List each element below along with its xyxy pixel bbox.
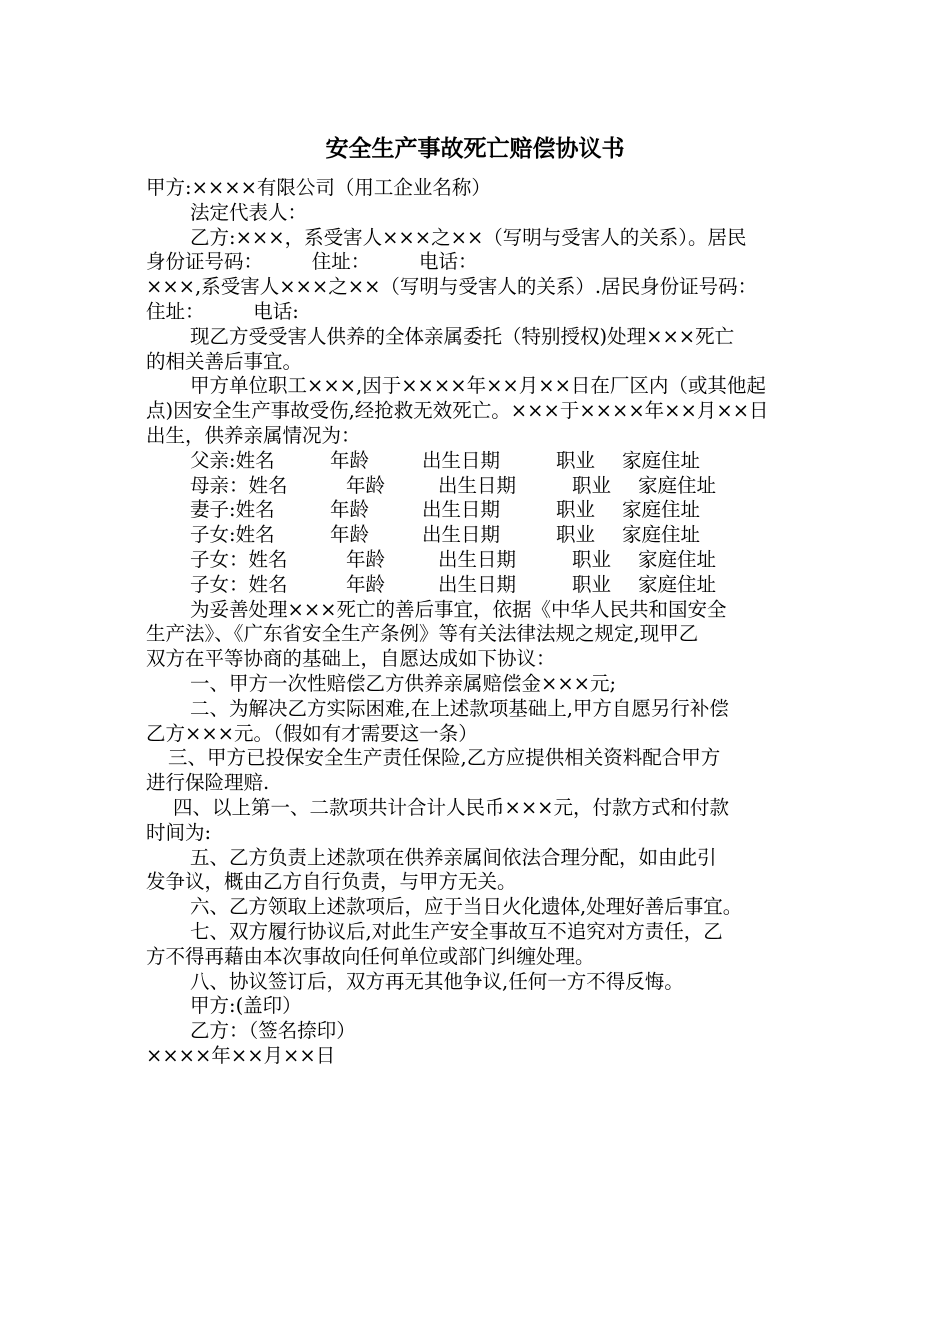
party-b-line: 住址： 电话:	[146, 299, 299, 323]
relative-address: 家庭住址	[638, 473, 717, 497]
relative-relation: 子女:姓名	[190, 523, 275, 547]
relative-relation: 子女：姓名	[190, 547, 288, 571]
signature-party-b: 乙方：（签名捺印）	[190, 1019, 356, 1043]
signature-party-a: 甲方:(盖印）	[190, 994, 302, 1018]
relative-relation: 母亲：姓名	[190, 473, 288, 497]
relative-row	[146, 548, 816, 573]
relative-row	[146, 573, 816, 598]
article-4: 时间为:	[146, 820, 212, 844]
relative-job: 职业	[556, 523, 596, 547]
party-b-line: 身份证号码： 住址： 电话：	[146, 250, 478, 274]
relative-relation: 子女：姓名	[190, 572, 288, 596]
article-2: 乙方×××元。（假如有才需要这一条）	[146, 721, 478, 745]
relative-age: 年龄	[330, 448, 370, 472]
relative-birth: 出生日期	[438, 547, 517, 571]
article-2: 二、为解决乙方实际困难,在上述款项基础上,甲方自愿另行补偿	[190, 696, 729, 720]
document-body	[146, 176, 816, 1069]
relative-job: 职业	[572, 473, 612, 497]
incident-line: 出生，供养亲属情况为：	[146, 423, 361, 447]
article-4: 四、以上第一、二款项共计合计人民币×××元，付款方式和付款	[173, 795, 730, 819]
relative-birth: 出生日期	[422, 448, 501, 472]
article-7: 七、双方履行协议后,对此生产安全事故互不追究对方责任，乙	[190, 919, 723, 943]
article-3: 三、甲方已投保安全生产责任保险,乙方应提供相关资料配合甲方	[168, 746, 721, 770]
relative-job: 职业	[556, 448, 596, 472]
relative-address: 家庭住址	[638, 547, 717, 571]
relative-age: 年龄	[346, 547, 386, 571]
relative-relation: 妻子:姓名	[190, 498, 275, 522]
article-7: 方不得再藉由本次事故向任何单位或部门纠缠处理。	[146, 944, 595, 968]
relative-row	[146, 498, 816, 523]
article-1: 一、甲方一次性赔偿乙方供养亲属赔偿金×××元;	[190, 671, 617, 695]
relative-age: 年龄	[330, 523, 370, 547]
article-3: 进行保险理赔.	[146, 771, 270, 795]
basis-line: 双方在平等协商的基础上，自愿达成如下协议：	[146, 647, 556, 671]
relative-age: 年龄	[346, 572, 386, 596]
relative-job: 职业	[572, 547, 612, 571]
relative-age: 年龄	[330, 498, 370, 522]
party-a-line: 甲方:××××有限公司（用工企业名称）	[146, 176, 491, 199]
relative-address: 家庭住址	[638, 572, 717, 596]
entrust-line: 的相关善后事宜。	[146, 349, 303, 373]
relative-birth: 出生日期	[422, 498, 501, 522]
party-b-line: 乙方:×××，系受害人×××之××（写明与受害人的关系）。居民	[190, 225, 747, 249]
relative-relation: 父亲:姓名	[190, 448, 275, 472]
article-6: 六、乙方领取上述款项后，应于当日火化遗体,处理好善后事宜。	[190, 895, 743, 919]
article-5: 发争议，概由乙方自行负责，与甲方无关。	[146, 870, 517, 894]
incident-line: 点)因安全生产事故受伤,经抢救无效死亡。×××于××××年××月××日	[146, 399, 769, 423]
relative-birth: 出生日期	[422, 523, 501, 547]
party-b-line: ×××,系受害人×××之××（写明与受害人的关系）.居民身份证号码：	[146, 275, 758, 299]
relative-address: 家庭住址	[622, 498, 701, 522]
relative-address: 家庭住址	[622, 448, 701, 472]
relative-row	[146, 523, 816, 548]
legal-rep-line: 法定代表人：	[190, 200, 308, 224]
incident-line: 甲方单位职工×××,因于××××年××月××日在厂区内（或其他起	[190, 374, 766, 398]
relative-row	[146, 474, 816, 499]
relative-birth: 出生日期	[438, 572, 517, 596]
article-8: 八、协议签订后，双方再无其他争议,任何一方不得反悔。	[190, 969, 684, 993]
relative-birth: 出生日期	[438, 473, 517, 497]
relative-row	[146, 449, 816, 474]
basis-line: 为妥善处理×××死亡的善后事宜，依据《中华人民共和国安全	[190, 597, 727, 621]
relative-address: 家庭住址	[622, 523, 701, 547]
relative-job: 职业	[556, 498, 596, 522]
entrust-line: 现乙方受受害人供养的全体亲属委托（特别授权)处理×××死亡	[190, 324, 735, 348]
basis-line: 生产法》、《广东省安全生产条例》等有关法律法规之规定,现甲乙	[146, 622, 699, 646]
relative-job: 职业	[572, 572, 612, 596]
document-title: 安全生产事故死亡赔偿协议书	[325, 135, 625, 162]
relative-age: 年龄	[346, 473, 386, 497]
article-5: 五、乙方负责上述款项在供养亲属间依法合理分配，如由此引	[190, 845, 717, 869]
signing-date: ××××年××月××日	[146, 1043, 336, 1067]
